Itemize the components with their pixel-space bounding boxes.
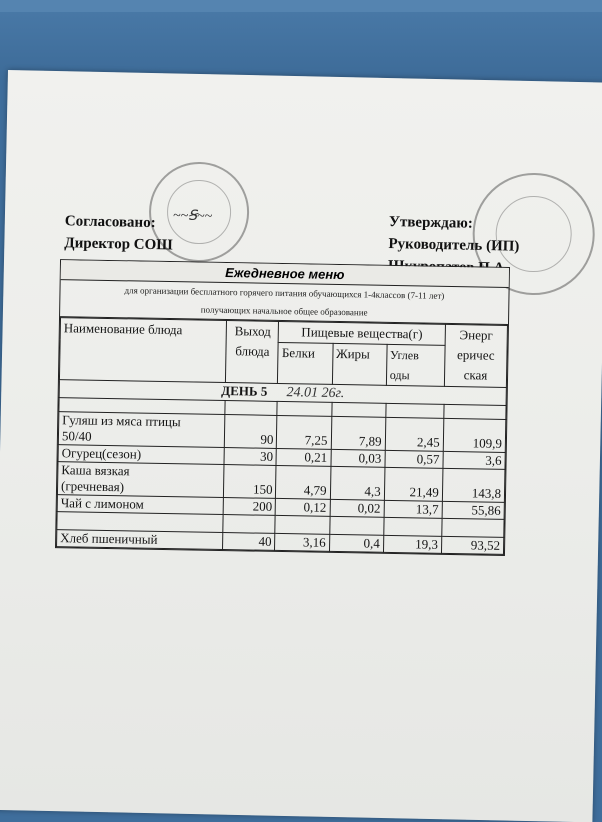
dish-carbs: 2,45 [385, 417, 444, 451]
wall-background [0, 0, 602, 80]
day-label: ДЕНЬ 5 [221, 382, 268, 399]
manager-title: Руководитель (ИП) [388, 236, 520, 255]
signature-left: ~~Ꞩ~~ [172, 208, 213, 225]
dish-proteins: 4,79 [276, 465, 331, 499]
header-proteins: Белки [278, 342, 333, 384]
dish-name: Чай с лимоном [57, 495, 224, 515]
dish-name: Хлеб пшеничный [57, 530, 224, 550]
dish-fats: 0,02 [330, 499, 384, 517]
dish-fats: 7,89 [331, 416, 386, 450]
header-output: Выход блюда [226, 321, 279, 384]
dish-name: Огурец(сезон) [58, 445, 225, 465]
dish-output: 90 [225, 415, 278, 449]
dish-fats: 4,3 [330, 466, 385, 500]
dish-name: Каша вязкая (гречневая) [57, 462, 224, 498]
dish-carbs: 13,7 [384, 500, 442, 518]
dish-fats: 0,4 [329, 534, 383, 552]
nutrition-table [56, 317, 508, 555]
dish-output: 200 [223, 498, 275, 516]
dish-proteins: 3,16 [275, 533, 329, 551]
dish-proteins: 0,21 [276, 448, 330, 466]
menu-subtitle-2: получающих начальное общее образование [60, 298, 508, 325]
dish-energy: 3,6 [443, 451, 505, 469]
header-nutrients: Пищевые вещества(г) [279, 321, 446, 345]
dish-energy: 109,9 [443, 418, 506, 452]
director-title: Директор СОШ [64, 235, 173, 254]
dish-energy: 93,52 [441, 536, 503, 554]
dish-output: 30 [224, 448, 276, 466]
header-energy: Энерг еричес ская [444, 324, 507, 387]
dish-energy: 55,86 [442, 501, 504, 519]
dish-energy: 143,8 [442, 468, 505, 502]
header-fats: Жиры [332, 343, 387, 385]
dish-output: 150 [224, 465, 277, 499]
daily-menu-table [55, 259, 510, 556]
dish-carbs: 0,57 [385, 450, 443, 468]
wall-stripe [0, 0, 602, 12]
header-dish-name: Наименование блюда [59, 318, 226, 383]
day-date-handwritten: 24.01 26г. [286, 385, 345, 402]
dish-name: Гуляш из мяса птицы 50/40 [58, 412, 225, 448]
dish-proteins: 7,25 [277, 415, 332, 449]
menu-subtitle: для организации бесплатного горячего питания обучающихся 1-4классов (7-11 лет) [124, 285, 445, 301]
approval-label: Утверждаю: [388, 214, 473, 232]
dish-carbs: 21,49 [384, 467, 443, 501]
dish-proteins: 0,12 [276, 498, 330, 516]
dish-carbs: 19,3 [383, 535, 441, 553]
dish-fats: 0,03 [331, 449, 385, 467]
agreement-label: Согласовано: [64, 213, 156, 232]
menu-title: Ежедневное меню [61, 260, 509, 288]
menu-sheet [0, 70, 602, 822]
header-carbs: Углев оды [386, 344, 445, 386]
dish-output: 40 [223, 533, 275, 551]
